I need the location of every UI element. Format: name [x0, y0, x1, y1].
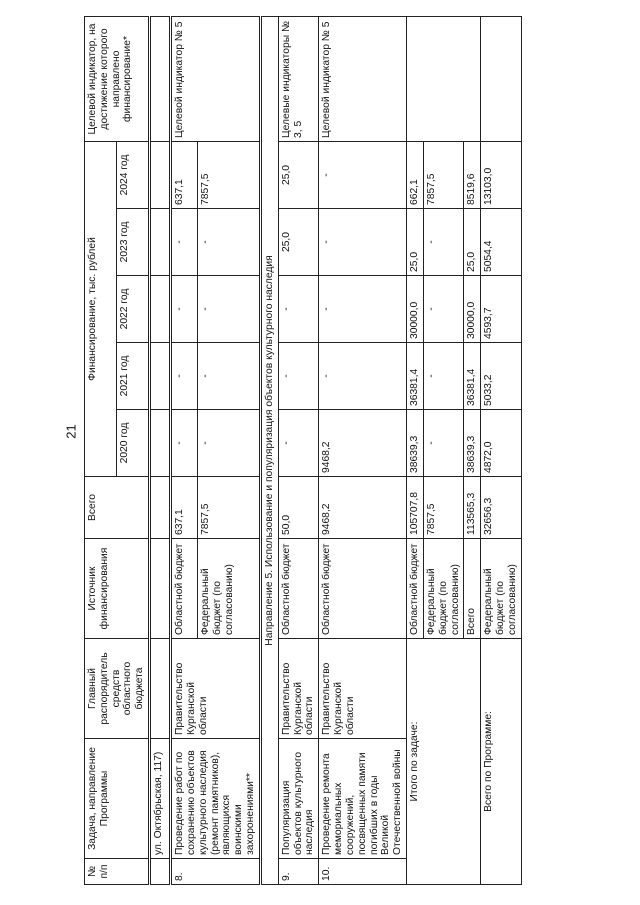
year-value: - [319, 141, 407, 208]
program-total-row [481, 16, 521, 884]
total-cell: 7857,5 [198, 477, 261, 539]
document-page [84, 15, 584, 885]
year-value: - [423, 209, 463, 276]
program-total-label: Всего по Программе: [481, 639, 521, 885]
source-cell: Областной бюджет [319, 539, 407, 639]
row-number: 9. [278, 859, 318, 885]
year-value: - [198, 343, 261, 410]
table-row [319, 16, 407, 884]
distributor-cell: Правительство Курганской области [278, 639, 318, 739]
year-header: 2023 год [116, 209, 150, 276]
source-cell: Областной бюджет [171, 539, 198, 639]
year-value: 8519,6 [464, 141, 481, 208]
total-cell: 113565,3 [464, 477, 481, 539]
year-value: 38639,3 [407, 410, 424, 477]
header-row [85, 16, 117, 884]
task-cell: Проведение ремонта мемориальных сооружений, посвященных памяти погибших в годы Великой Отечественной войны [319, 739, 407, 859]
source-cell: Федеральный бюджет (по согласованию) [198, 539, 261, 639]
continuation-text: ул. Октябрьская, 117) [150, 739, 171, 859]
year-value: - [171, 209, 198, 276]
year-header: 2024 год [116, 141, 150, 208]
task-cell: Проведение работ по сохранению объектов культурного наследия (ремонт памятников), являющихся воинскими захоронениями** [171, 739, 261, 859]
indicator-cell: Целевые индикаторы № 3, 5 [278, 16, 318, 141]
year-value: 4872,0 [481, 410, 521, 477]
col-no-header: № п/п [85, 859, 150, 885]
year-value: - [171, 410, 198, 477]
year-header: 2022 год [116, 276, 150, 343]
col-task-header: Задача, направление Программы [85, 739, 150, 859]
col-funding-header: Финансирование, тыс. рублей [85, 141, 117, 476]
year-value: 30000,0 [464, 276, 481, 343]
year-value: 7857,5 [423, 141, 463, 208]
year-value: 38639,3 [464, 410, 481, 477]
year-value: - [171, 343, 198, 410]
year-value: - [171, 276, 198, 343]
year-value: 25,0 [464, 209, 481, 276]
year-value: - [198, 209, 261, 276]
indicator-cell: Целевой индикатор № 5 [319, 16, 407, 141]
total-cell: 9468,2 [319, 477, 407, 539]
year-value: 637,1 [171, 141, 198, 208]
year-value: 25,0 [278, 141, 318, 208]
year-value: - [278, 410, 318, 477]
year-value: - [278, 343, 318, 410]
source-cell: Всего [464, 539, 481, 639]
page-number: 21 [63, 424, 79, 439]
year-value: - [423, 343, 463, 410]
year-value: 4593,7 [481, 276, 521, 343]
year-value: 36381,4 [407, 343, 424, 410]
col-indicator-header: Целевой индикатор, на достижение которого направлено финансирование* [85, 16, 150, 141]
year-value: - [198, 276, 261, 343]
table-row [278, 16, 318, 884]
task-cell: Популяризация объектов культурного наследия [278, 739, 318, 859]
year-value: - [423, 410, 463, 477]
indicator-cell: Целевой индикатор № 5 [171, 16, 261, 141]
total-cell: 50,0 [278, 477, 318, 539]
year-value: 25,0 [407, 209, 424, 276]
year-value: - [319, 209, 407, 276]
total-cell: 7857,5 [423, 477, 463, 539]
source-cell: Федеральный бюджет (по согласованию) [423, 539, 463, 639]
year-value: 9468,2 [319, 410, 407, 477]
year-header: 2020 год [116, 410, 150, 477]
year-value: - [198, 410, 261, 477]
year-value: 30000,0 [407, 276, 424, 343]
year-value: 5033,2 [481, 343, 521, 410]
distributor-cell: Правительство Курганской области [319, 639, 407, 739]
col-source-header: Источник финансирования [85, 539, 150, 639]
year-value: 25,0 [278, 209, 318, 276]
year-value: 662,1 [407, 141, 424, 208]
row-number: 8. [171, 859, 261, 885]
continuation-row [150, 16, 171, 884]
section-row [260, 16, 278, 884]
distributor-cell: Правительство Курганской области [171, 639, 261, 739]
section-title: Направление 5. Использование и популяризация объектов культурного наследия [260, 16, 278, 884]
year-value: - [319, 343, 407, 410]
row-number: 10. [319, 859, 407, 885]
year-value: - [423, 276, 463, 343]
col-total-header: Всего [85, 477, 150, 539]
total-cell: 637,1 [171, 477, 198, 539]
source-cell: Областной бюджет [278, 539, 318, 639]
funding-table [84, 16, 522, 885]
task-total-label: Итого по задаче: [407, 639, 481, 885]
table-row [171, 16, 198, 884]
year-value: 5054,4 [481, 209, 521, 276]
year-value: 7857,5 [198, 141, 261, 208]
total-cell: 32656,3 [481, 477, 521, 539]
col-distributor-header: Главный распорядитель средств областного бюджета [85, 639, 150, 739]
year-header: 2021 год [116, 343, 150, 410]
year-value: - [278, 276, 318, 343]
source-cell: Федеральный бюджет (по согласованию) [481, 539, 521, 639]
year-value: 36381,4 [464, 343, 481, 410]
total-row [407, 16, 424, 884]
year-value: - [319, 276, 407, 343]
source-cell: Областной бюджет [407, 539, 424, 639]
total-cell: 105707,8 [407, 477, 424, 539]
year-value: 13103,0 [481, 141, 521, 208]
